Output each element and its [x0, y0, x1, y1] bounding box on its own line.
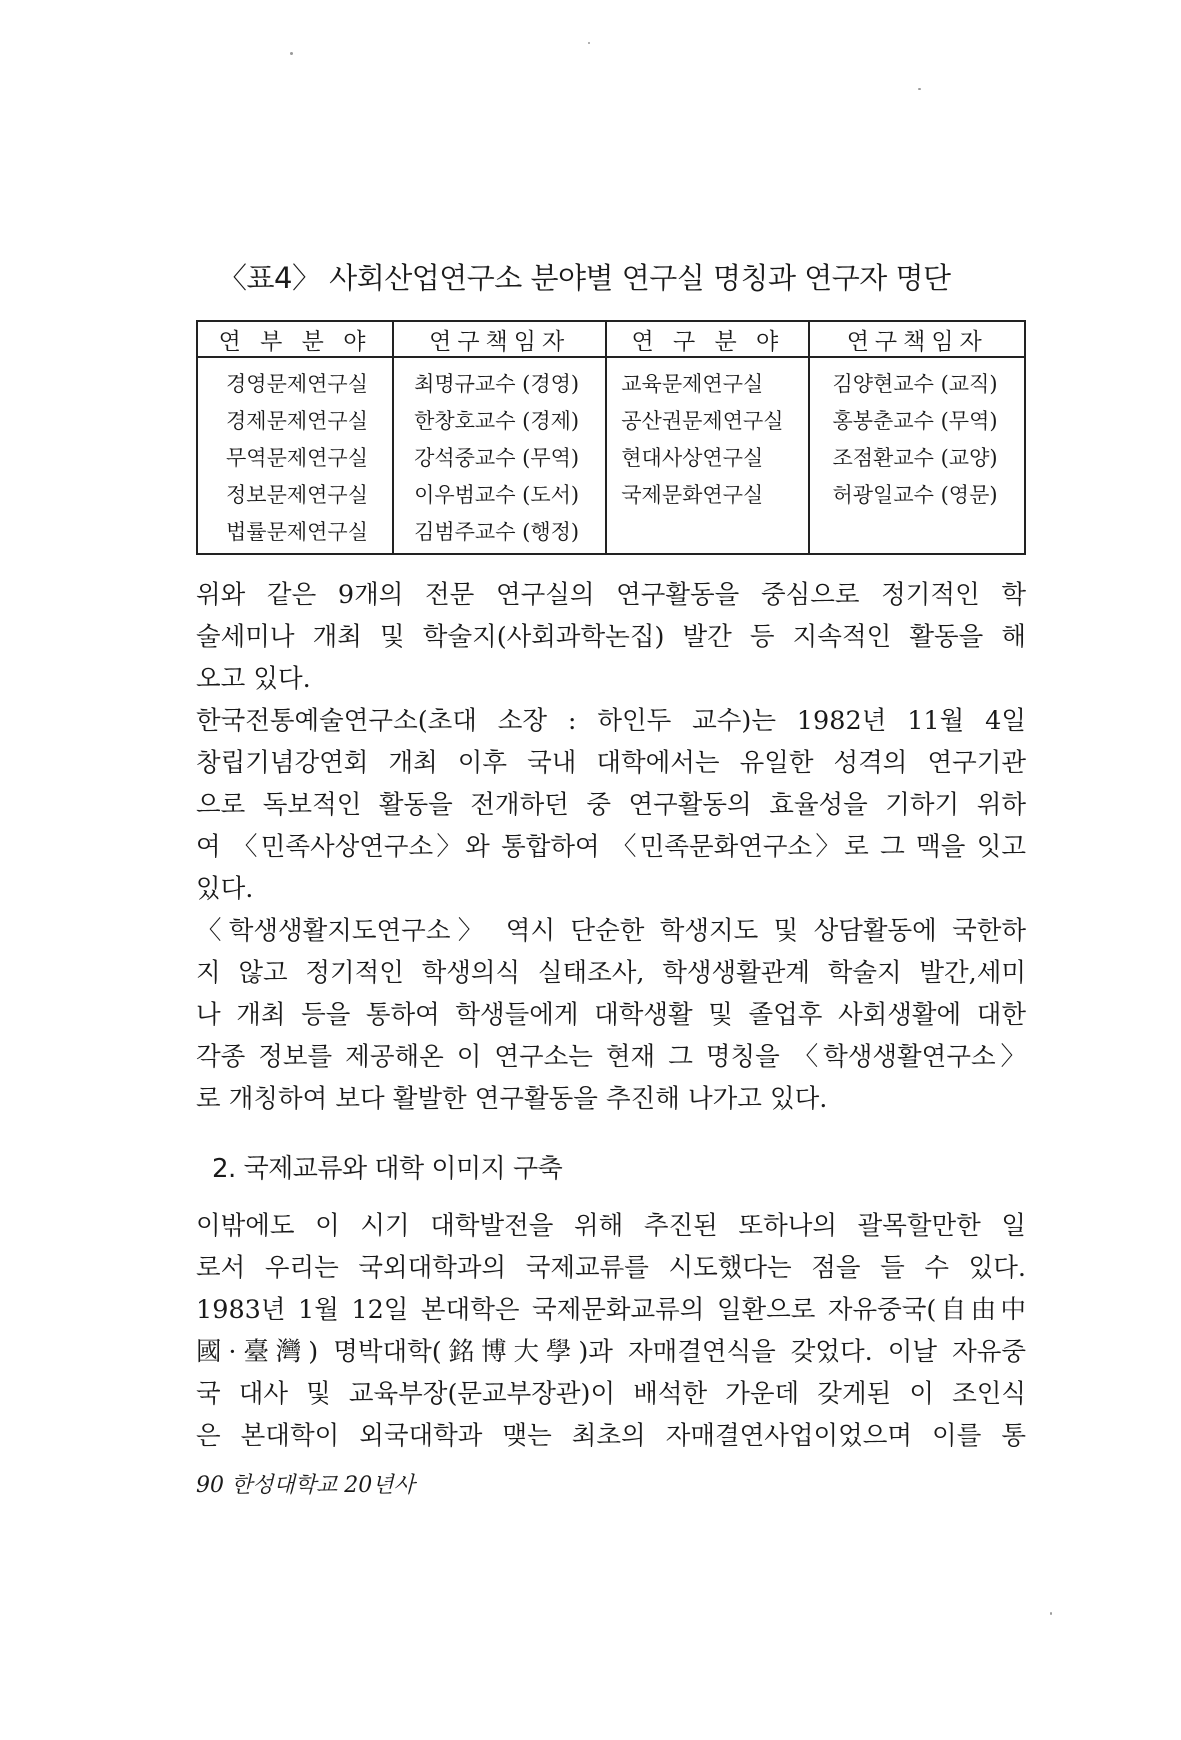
table-cell: 최명규교수 (경영): [393, 357, 606, 401]
book-title: 한성대학교 20년사: [231, 1473, 415, 1498]
paragraph: [196, 574, 1026, 700]
table-caption: 〈표4〉 사회산업연구소 분야별 연구실 명칭과 연구자 명단: [218, 261, 951, 295]
paragraph: [196, 910, 1026, 1120]
text-line: 술세미나 개최 및 학술지(사회과학논집) 발간 등 지속적인 활동을 해: [196, 622, 1026, 652]
table-cell: 허광일교수 (영문): [809, 475, 1025, 512]
page-footer: [196, 1468, 415, 1499]
table-cell: [809, 512, 1025, 554]
table-cell: 김범주교수 (행정): [393, 512, 606, 554]
text-line: 로 개칭하여 보다 활발한 연구활동을 추진해 나가고 있다.: [196, 1084, 828, 1114]
table-cell: 홍봉춘교수 (무역): [809, 401, 1025, 438]
text-line: 나 개최 등을 통하여 학생들에게 대학생활 및 졸업후 사회생활에 대한: [196, 1000, 1026, 1030]
table-cell: 국제문화연구실: [606, 475, 809, 512]
table-cell: 이우범교수 (도서): [393, 475, 606, 512]
text-line: 지 않고 정기적인 학생의식 실태조사, 학생생활관계 학술지 발간,세미: [196, 958, 1026, 988]
text-line: 창립기념강연회 개최 이후 국내 대학에서는 유일한 성격의 연구기관: [196, 748, 1026, 778]
scan-speck: [1050, 1612, 1052, 1615]
text-line: 〈학생생활지도연구소〉 역시 단순한 학생지도 및 상담활동에 국한하: [196, 916, 1026, 946]
text-line: 여 〈민족사상연구소〉와 통합하여 〈민족문화연구소〉로 그 맥을 잇고: [196, 832, 1026, 862]
text-line: 은 본대학이 외국대학과 맺는 최초의 자매결연사업이었으며 이를 통: [196, 1421, 1026, 1451]
text-line: 1983년 1월 12일 본대학은 국제문화교류의 일환으로 자유중국(自由中: [196, 1295, 1026, 1325]
text-line: 위와 같은 9개의 전문 연구실의 연구활동을 중심으로 정기적인 학: [196, 580, 1026, 610]
table-cell: 공산권문제연구실: [606, 401, 809, 438]
table-cell: 강석중교수 (무역): [393, 438, 606, 475]
table-cell: 조점환교수 (교양): [809, 438, 1025, 475]
research-labs-table: [196, 320, 1026, 555]
table-cell: 김양현교수 (교직): [809, 357, 1025, 401]
table-cell: 현대사상연구실: [606, 438, 809, 475]
paragraph: [196, 1205, 1026, 1457]
text-line: 國·臺灣) 명박대학(銘博大學)과 자매결연식을 갖었다. 이날 자유중: [196, 1337, 1026, 1367]
table-cell: 교육문제연구실: [606, 357, 809, 401]
text-line: 이밖에도 이 시기 대학발전을 위해 추진된 또하나의 괄목할만한 일: [196, 1211, 1026, 1241]
scan-speck: [918, 88, 921, 90]
table-row: [197, 475, 1025, 512]
text-line: 한국전통예술연구소(초대 소장 : 하인두 교수)는 1982년 11월 4일: [196, 706, 1026, 736]
table-header-row: [197, 321, 1025, 357]
column-header: 연 부 분 야: [197, 321, 393, 357]
table-cell: 한창호교수 (경제): [393, 401, 606, 438]
text-line: 으로 독보적인 활동을 전개하던 중 연구활동의 효율성을 기하기 위하: [196, 790, 1026, 820]
text-line: 오고 있다.: [196, 664, 311, 694]
column-header: 연구책임자: [809, 321, 1025, 357]
column-header: 연구책임자: [393, 321, 606, 357]
table-row: [197, 438, 1025, 475]
table-cell: 경영문제연구실: [197, 357, 393, 401]
text-line: 국 대사 및 교육부장(문교부장관)이 배석한 가운데 갖게된 이 조인식: [196, 1379, 1026, 1409]
table-cell: 정보문제연구실: [197, 475, 393, 512]
text-line: 로서 우리는 국외대학과의 국제교류를 시도했다는 점을 들 수 있다.: [196, 1253, 1026, 1283]
table-cell: [606, 512, 809, 554]
paragraph: [196, 700, 1026, 910]
table-row: [197, 357, 1025, 401]
scan-speck: [588, 42, 590, 44]
text-line: 각종 정보를 제공해온 이 연구소는 현재 그 명칭을 〈학생생활연구소〉: [196, 1042, 1026, 1072]
table-cell: 법률문제연구실: [197, 512, 393, 554]
table-cell: 무역문제연구실: [197, 438, 393, 475]
section-heading: 2. 국제교류와 대학 이미지 구축: [212, 1154, 563, 1184]
table-row: [197, 401, 1025, 438]
text-line: 있다.: [196, 874, 254, 904]
column-header: 연 구 분 야: [606, 321, 809, 357]
table-cell: 경제문제연구실: [197, 401, 393, 438]
scan-speck: [290, 52, 293, 55]
page-number: 90: [196, 1473, 224, 1498]
table-row: [197, 512, 1025, 554]
